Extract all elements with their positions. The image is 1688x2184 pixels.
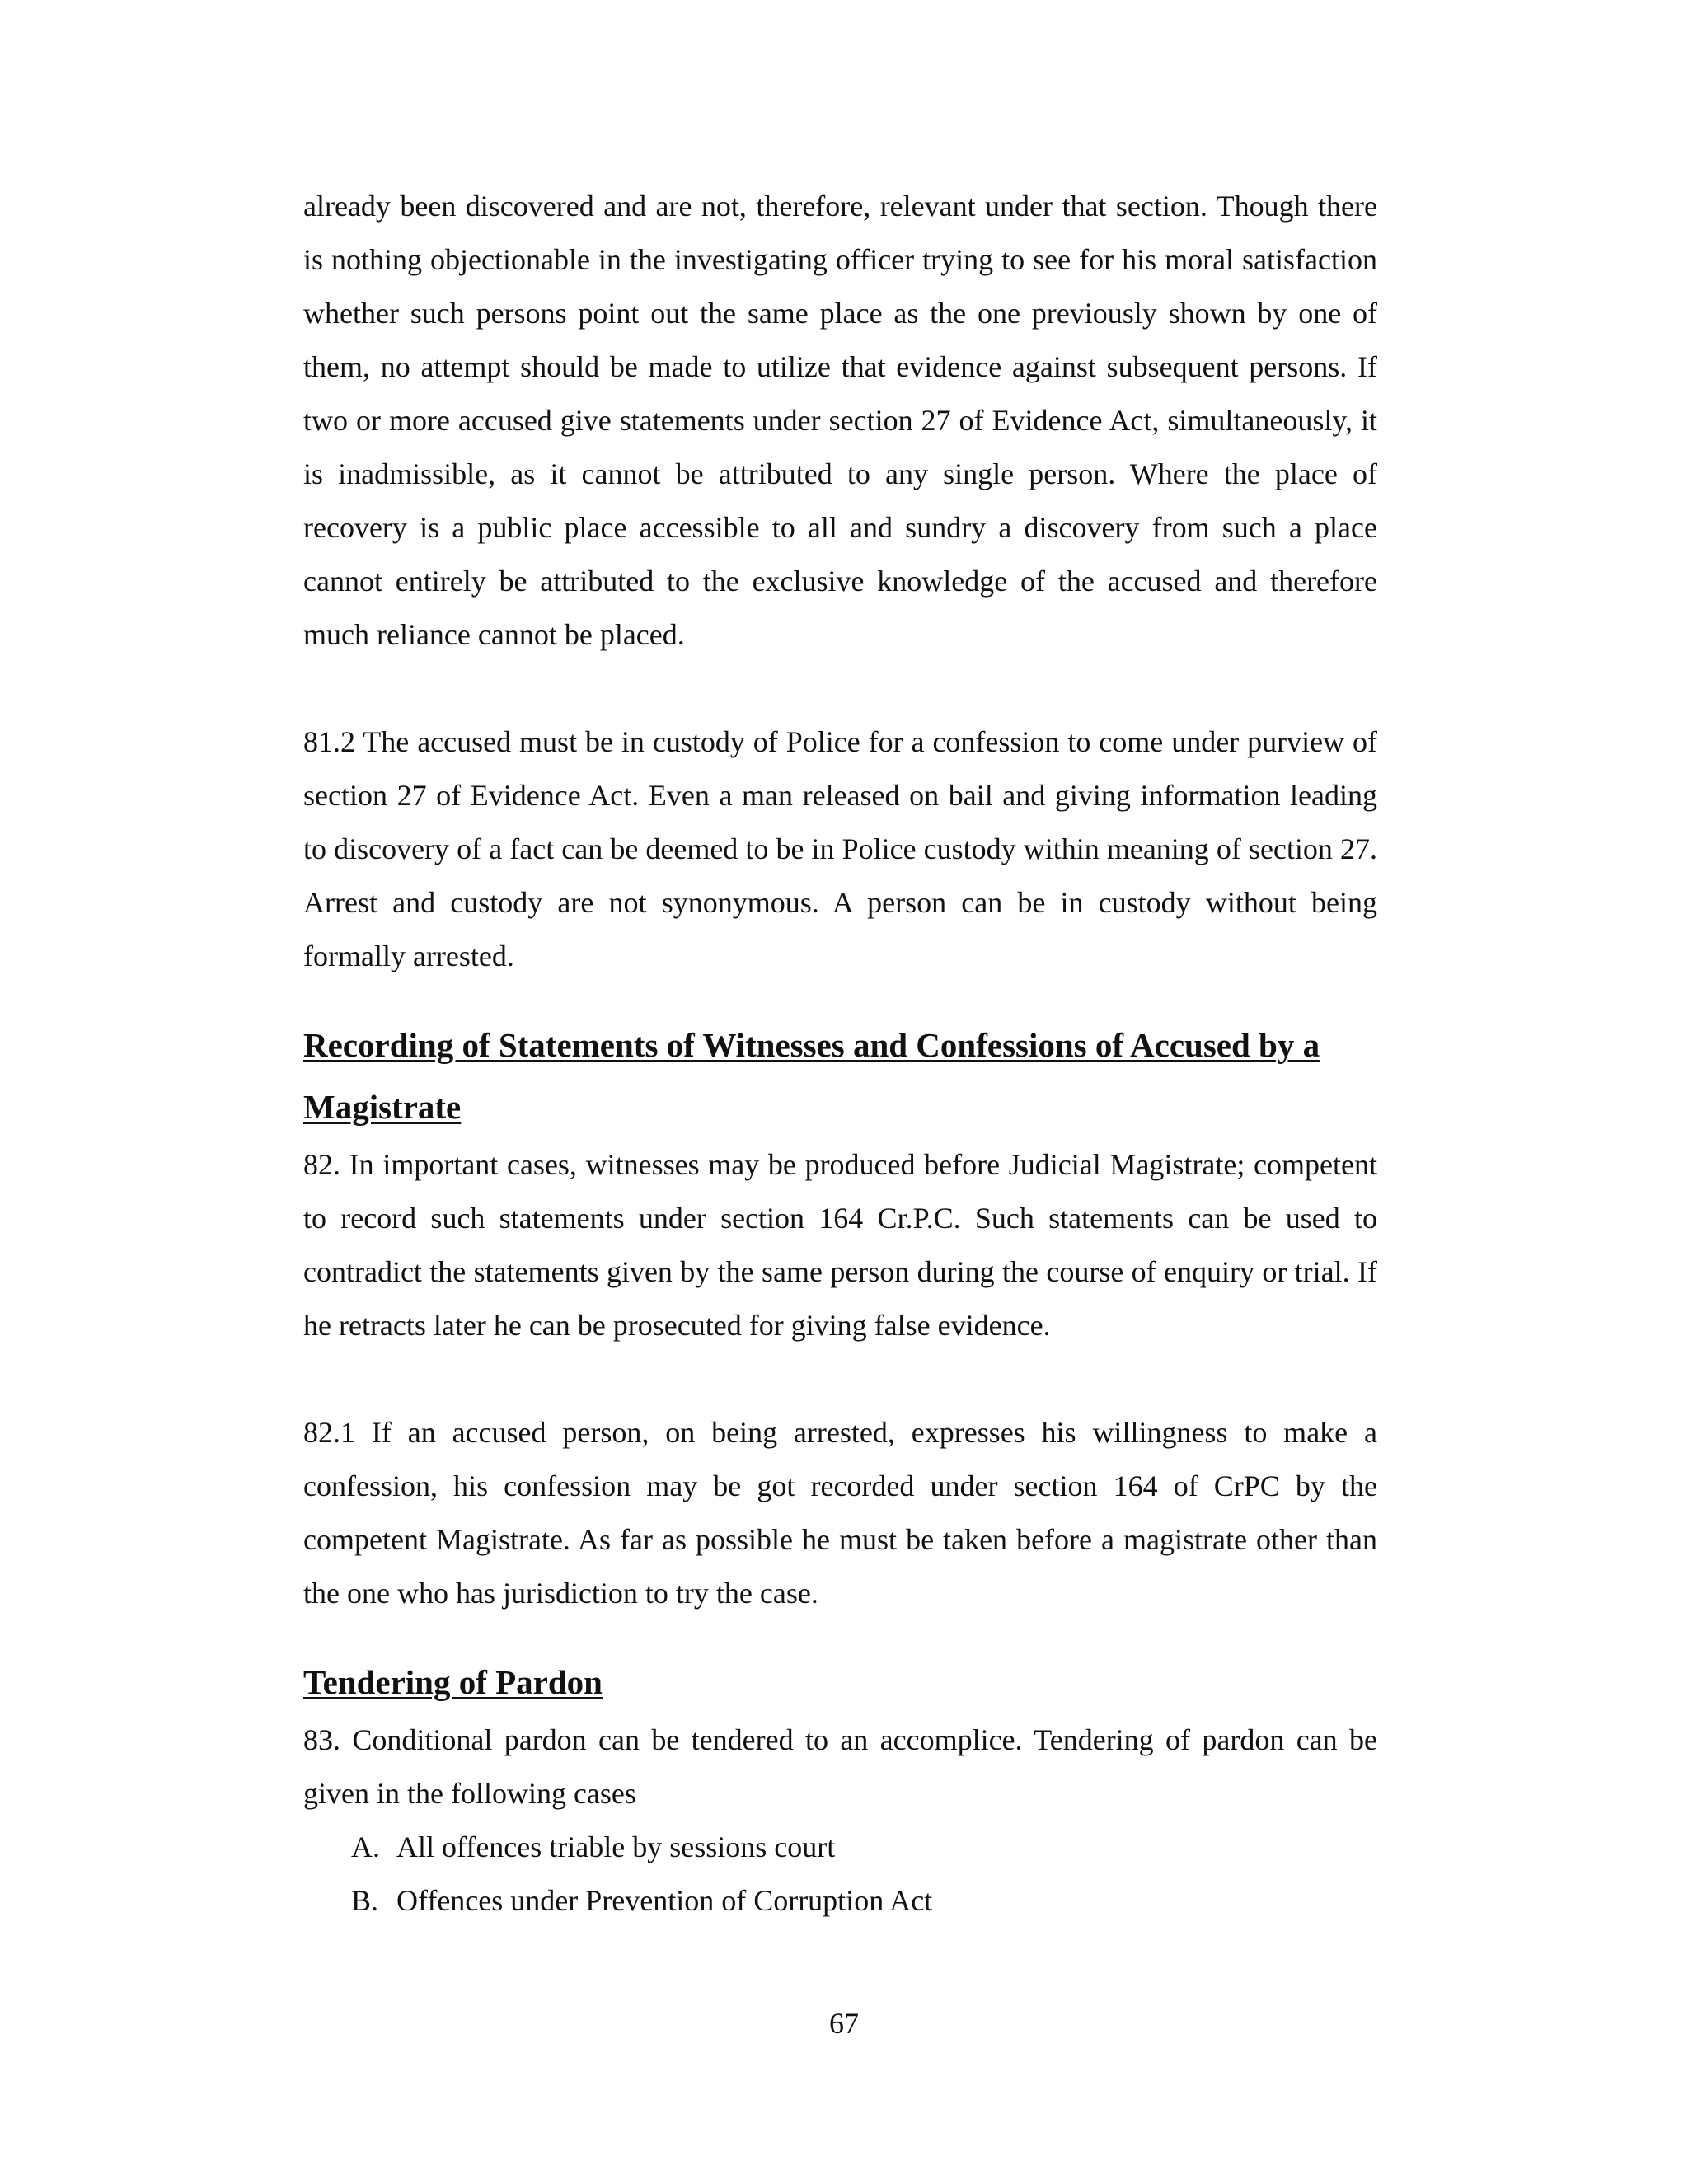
list-item: [351, 1821, 1377, 1874]
spacer: [303, 662, 1377, 715]
pardon-cases-list: [303, 1821, 1377, 1928]
list-item-text: All offences triable by sessions court: [396, 1830, 836, 1863]
list-item-text: Offences under Prevention of Corruption Act: [396, 1884, 933, 1917]
heading-recording-statements: Recording of Statements of Witnesses and Confessions of Accused by a Magistrate: [303, 1026, 1320, 1126]
spacer: [303, 983, 1377, 1015]
list-marker: A.: [351, 1830, 380, 1863]
list-item: [351, 1874, 1377, 1928]
paragraph-81-2: 81.2 The accused must be in custody of Police for a confession to come under purview of section 27 of Evidence Act. Even a man released on bail and giving information leading to discovery of a fact can be deemed to be in Police custody within meaning of section 27. Arrest and custody are not synonymous. A person can be in custody without being formally arrested.: [303, 725, 1377, 972]
spacer: [303, 1352, 1377, 1406]
paragraph-83: 83. Conditional pardon can be tendered to an accomplice. Tendering of pardon can be given in the following cases: [303, 1723, 1377, 1810]
paragraph-82: 82. In important cases, witnesses may be produced before Judicial Magistrate; competent to record such statements under section 164 Cr.P.C. Such statements can be used to contradict the statements given by the same person during the course of enquiry or trial. If he retracts later he can be prosecuted for giving false evidence.: [303, 1148, 1377, 1342]
heading-tendering-of-pardon: Tendering of Pardon: [303, 1663, 603, 1701]
page-number: 67: [829, 2007, 859, 2040]
document-body: [303, 180, 1377, 1928]
paragraph-82-1: 82.1 If an accused person, on being arrested, expresses his willingness to make a confession, his confession may be got recorded under section 164 of CrPC by the competent Magistrate. As far as possible he must be taken before a magistrate other than the one who has jurisdiction to try the case.: [303, 1416, 1377, 1610]
list-marker: B.: [351, 1884, 379, 1917]
paragraph-continuation: already been discovered and are not, therefore, relevant under that section. Though there is nothing objectionable in the investigating officer trying to see for his moral satisfaction whether such persons point out the same place as the one previously shown by one of them, no attempt should be made to utilize that evidence against subsequent persons. If two or more accused give statements under section 27 of Evidence Act, simultaneously, it is inadmissible, as it cannot be attributed to any single person. Where the place of recovery is a public place accessible to all and sundry a discovery from such a place cannot entirely be attributed to the exclusive knowledge of the accused and therefore much reliance cannot be placed.: [303, 190, 1377, 651]
spacer: [303, 1620, 1377, 1652]
